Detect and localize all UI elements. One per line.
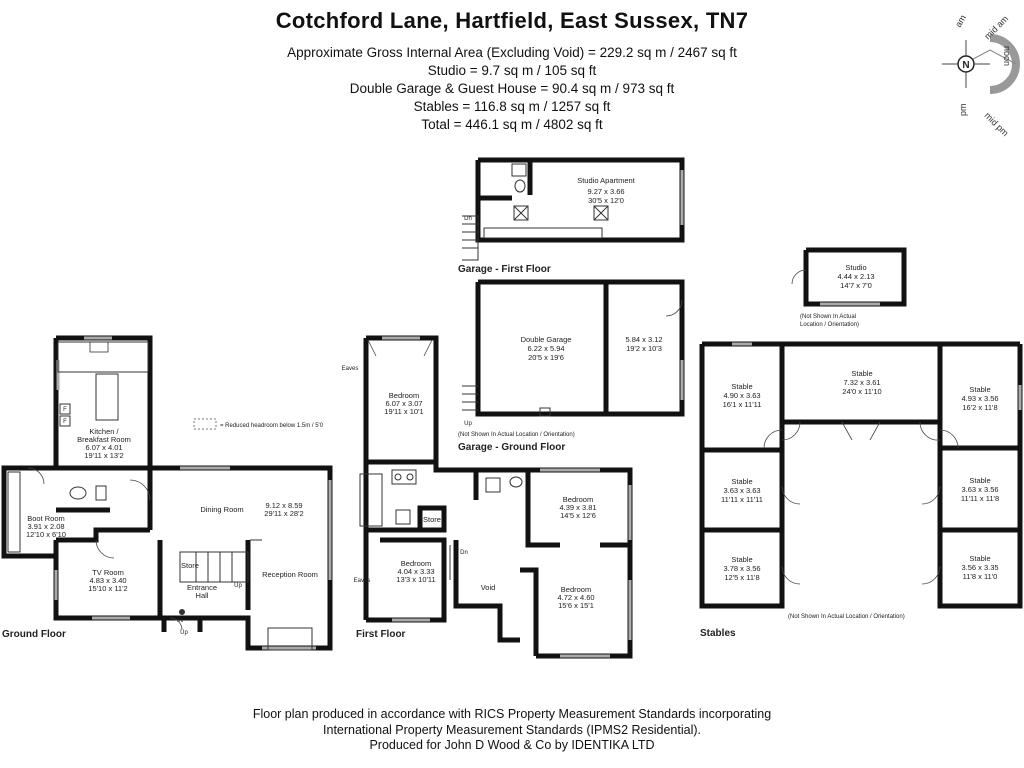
stables-plan	[700, 344, 1020, 639]
studio-plan	[792, 250, 904, 328]
studio-apartment-dims: 9.27 x 3.66	[587, 187, 625, 196]
compass-noon: noon	[1002, 46, 1012, 67]
boot-room-dims: 3.91 x 2.08	[27, 522, 65, 531]
stable-center-dims: 7.32 x 3.61	[843, 378, 881, 387]
void-label: Void	[480, 583, 496, 592]
tv-room-dims-ft: 15'10 x 11'2	[88, 584, 128, 593]
headroom-legend	[194, 419, 324, 429]
studio-label: Studio	[845, 263, 867, 272]
bedroom-3-dims-ft: 13'3 x 10'11	[396, 575, 436, 584]
entrance-hall-label: Entrance	[186, 583, 218, 592]
bedroom-4-dims-ft: 15'6 x 15'1	[558, 601, 594, 610]
garage-side-dims-ft: 19'2 x 10'3	[626, 344, 662, 353]
compass-icon	[942, 13, 1016, 138]
eaves-label: Eaves	[353, 578, 371, 584]
studio-not-shown-note: (Not Shown In Actual	[800, 314, 857, 320]
compass-mid-am: mid am	[982, 13, 1011, 42]
stable-r2-dims-ft: 11'11 x 11'8	[960, 494, 1000, 503]
reception-dims-ft: 29'11 x 28'2	[264, 509, 304, 518]
svg-text:F: F	[63, 407, 67, 413]
stable-r3-dims-ft: 11'8 x 11'0	[962, 572, 998, 581]
reception-dims: 9.12 x 8.59	[265, 501, 303, 510]
stable-r2-dims: 3.63 x 3.56	[961, 485, 999, 494]
reception-room-label: Reception Room	[262, 570, 318, 579]
stable-r3-label: Stable	[969, 554, 991, 563]
stable-l1-dims: 4.90 x 3.63	[723, 391, 761, 400]
stable-l3-dims-ft: 12'5 x 11'8	[724, 573, 760, 582]
boot-room-label: Boot Room	[27, 514, 65, 523]
tv-room-label: TV Room	[92, 568, 124, 577]
compass-am: am	[953, 13, 968, 29]
stables-label: Stables	[700, 628, 736, 639]
footer-note	[0, 707, 1024, 754]
bedroom-1-dims-ft: 19'11 x 10'1	[384, 407, 424, 416]
kitchen-dims-ft: 19'11 x 13'2	[84, 451, 124, 460]
bedroom-3-label: Bedroom	[400, 559, 432, 568]
bedroom-2-dims-ft: 14'5 x 12'6	[560, 511, 596, 520]
stairs-up-label: Up	[234, 583, 242, 589]
kitchen-dims: 6.07 x 4.01	[85, 443, 123, 452]
area-line: Studio = 9.7 sq m / 105 sq ft	[427, 63, 597, 78]
stable-r2-label: Stable	[969, 476, 991, 485]
garage-up-label: Up	[464, 421, 472, 427]
footer-line: International Property Measurement Standards (IPMS2 Residential).	[323, 722, 701, 737]
garage-first-floor-label: Garage - First Floor	[458, 264, 551, 275]
garage-ground-floor-label: Garage - Ground Floor	[458, 442, 566, 453]
stable-r1-dims: 4.93 x 3.56	[961, 394, 999, 403]
legend-text: = Reduced headroom below 1.5m / 5'0	[220, 423, 324, 429]
entrance-in-label: IN	[177, 618, 183, 624]
store-label: Store	[181, 561, 199, 570]
garage-not-shown-note: (Not Shown In Actual Location / Orientation)	[458, 432, 575, 438]
studio-dims: 4.44 x 2.13	[837, 272, 875, 281]
stable-l1-label: Stable	[731, 382, 753, 391]
stable-l3-dims: 3.78 x 3.56	[723, 564, 761, 573]
bedroom-1-dims: 6.07 x 3.07	[385, 399, 423, 408]
stairs-dn-label: Dn	[460, 550, 468, 556]
stable-l1-dims-ft: 16'1 x 11'11	[722, 400, 762, 409]
double-garage-dims-ft: 20'5 x 19'6	[528, 353, 564, 362]
studio-dims-ft: 14'7 x 7'0	[840, 281, 872, 290]
area-line: Stables = 116.8 sq m / 1257 sq ft	[413, 99, 611, 114]
stables-not-shown-note: (Not Shown In Actual Location / Orientation)	[788, 614, 905, 620]
footer-line: Produced for John D Wood & Co by IDENTIKA LTD	[369, 738, 655, 752]
kitchen-label: Kitchen /	[89, 427, 119, 436]
svg-text:F: F	[63, 419, 67, 425]
compass-pm: pm	[958, 103, 968, 116]
garage-side-dims: 5.84 x 3.12	[625, 335, 663, 344]
tv-room-dims: 4.83 x 3.40	[89, 576, 127, 585]
bedroom-2-label: Bedroom	[562, 495, 594, 504]
compass-mid-pm: mid pm	[982, 110, 1011, 139]
first-floor-plan	[342, 338, 630, 656]
first-floor-label: First Floor	[356, 629, 406, 640]
stable-center-dims-ft: 24'0 x 11'10	[842, 387, 882, 396]
ground-floor-label: Ground Floor	[2, 629, 66, 640]
stairs-dn-label: Dn	[464, 216, 472, 222]
garage-ground-floor-plan	[458, 282, 682, 453]
stable-l3-label: Stable	[731, 555, 753, 564]
area-line: Double Garage & Guest House = 90.4 sq m / 973 sq ft	[349, 81, 675, 96]
entrance-hall-label: Hall	[195, 591, 209, 600]
bedroom-4-dims: 4.72 x 4.60	[557, 593, 595, 602]
kitchen-label: Breakfast Room	[77, 435, 131, 444]
area-line: Total = 446.1 sq m / 4802 sq ft	[421, 117, 603, 132]
ground-floor-plan	[2, 338, 330, 650]
stable-l2-dims: 3.63 x 3.63	[723, 486, 761, 495]
bedroom-4-label: Bedroom	[560, 585, 592, 594]
boot-room-dims-ft: 12'10 x 6'10	[26, 530, 66, 539]
bedroom-2-dims: 4.39 x 3.81	[559, 503, 597, 512]
stable-l2-label: Stable	[731, 477, 753, 486]
footer-line: Floor plan produced in accordance with RICS Property Measurement Standards incorporating	[252, 707, 772, 721]
dining-room-label: Dining Room	[200, 505, 244, 514]
store-label: Store	[423, 515, 441, 524]
area-line: Approximate Gross Internal Area (Excluding Void) = 229.2 sq m / 2467 sq ft	[287, 45, 737, 60]
entrance-up-label: Up	[180, 630, 188, 636]
double-garage-label: Double Garage	[520, 335, 572, 344]
plan-title: Cotchford Lane, Hartfield, East Sussex, TN7	[275, 8, 749, 33]
studio-apartment-label: Studio Apartment	[577, 176, 635, 185]
stable-l2-dims-ft: 11'11 x 11'11	[721, 495, 763, 504]
stable-r1-label: Stable	[969, 385, 991, 394]
stable-r3-dims: 3.56 x 3.35	[961, 563, 999, 572]
studio-apartment-dims-ft: 30'5 x 12'0	[588, 196, 624, 205]
eaves-label: Eaves	[341, 366, 359, 372]
bedroom-1-label: Bedroom	[388, 391, 420, 400]
stable-r1-dims-ft: 16'2 x 11'8	[962, 403, 998, 412]
double-garage-dims: 6.22 x 5.94	[527, 344, 565, 353]
garage-first-floor-plan	[458, 160, 682, 275]
stable-center-label: Stable	[851, 369, 873, 378]
bedroom-3-dims: 4.04 x 3.33	[397, 567, 435, 576]
studio-not-shown-note: Location / Orientation)	[800, 322, 860, 328]
compass-n: N	[962, 60, 970, 71]
